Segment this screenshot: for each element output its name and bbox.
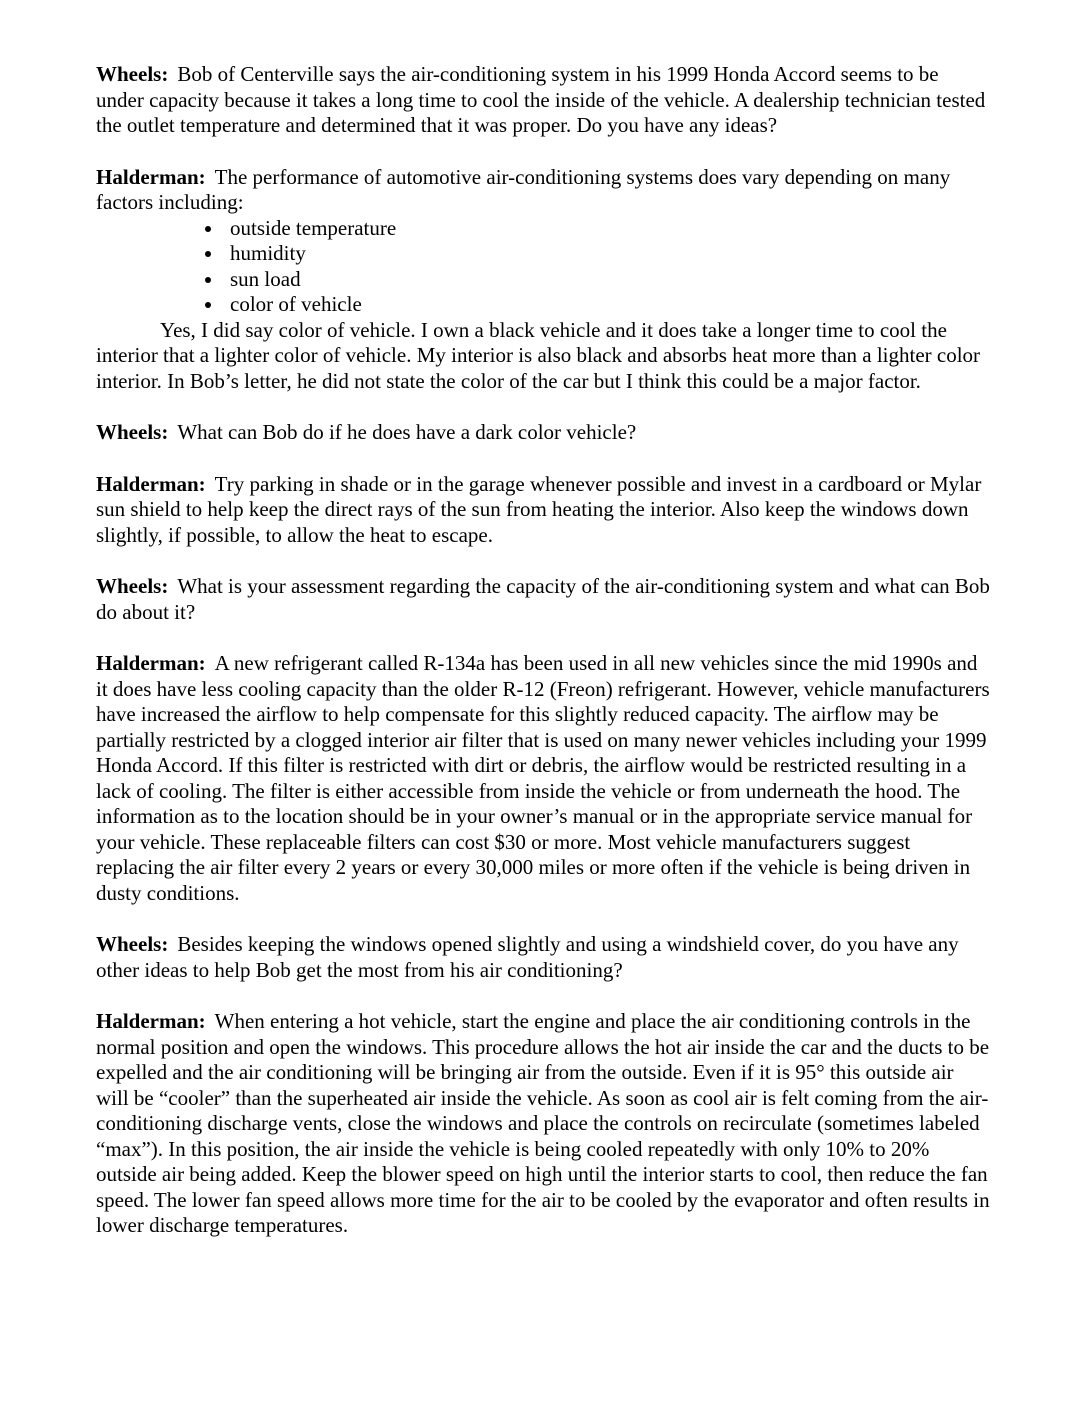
paragraph (96, 165, 991, 216)
paragraph (96, 1009, 991, 1239)
paragraph-text: What can Bob do if he does have a dark color vehicle? (177, 420, 637, 444)
speaker-label: Wheels: (96, 932, 169, 956)
speaker-label: Wheels: (96, 62, 169, 86)
paragraph-text: Try parking in shade or in the garage whenever possible and invest in a cardboard or Mylar sun shield to help keep the direct rays of the sun from heating the interior. Also keep the windows down slightly, if possible, to allow the heat to escape. (96, 471, 982, 547)
paragraph-text: Bob of Centerville says the air-conditioning system in his 1999 Honda Accord seems to be under capacity because it takes a long time to cool the inside of the vehicle. A dealership technician tested the outlet temperature and determined that it was proper. Do you have any ideas? (96, 62, 986, 137)
continuation-paragraph: Yes, I did say color of vehicle. I own a black vehicle and it does take a longer time to cool the interior that a lighter color of vehicle. My interior is also black and absorbs heat more than a lighter color interior. In Bob’s letter, he did not state the color of the car but I think this could be a major factor. (96, 317, 981, 393)
paragraph (96, 420, 991, 446)
speaker-label: Halderman: (96, 1009, 206, 1033)
paragraph-text: When entering a hot vehicle, start the engine and place the air conditioning controls in the normal position and open the windows. This procedure allows the hot air inside the car and the ducts to be expelled and the air conditioning will be bringing air from the outside. Even if it is 95° this outside air will be “cooler” than the superheated air inside the vehicle. As soon as cool air is felt coming from the air-conditioning discharge vents, close the windows and place the controls on recirculate (sometimes labeled “max”). In this position, the air inside the vehicle is being cooled repeatedly with only 10% to 20% outside air being added. Keep the blower speed on high until the interior starts to cool, then reduce the fan speed. The lower fan speed allows more time for the air to be cooled by the evaporator and often results in lower discharge temperatures. (96, 1009, 990, 1237)
bullet-item: • humidity (224, 241, 991, 267)
paragraph (96, 472, 991, 549)
paragraph-text: A new refrigerant called R-134a has been used in all new vehicles since the mid 1990s and it does have less cooling capacity than the older R-12 (Freon) refrigerant. However, vehicle manufacturers have increased the airflow to help compensate for this slightly reduced capacity. The airflow may be partially restricted by a clogged interior air filter that is used on many newer vehicles including your 1999 Honda Accord. If this filter is restricted with dirt or debris, the airflow would be restricted resulting in a lack of cooling. The filter is either accessible from inside the vehicle or from underneath the hood. The information as to the location should be in your owner’s manual or in the appropriate service manual for your vehicle. These replaceable filters can cost $30 or more. Most vehicle manufacturers suggest replacing the air filter every 2 years or every 30,000 miles or more often if the vehicle is being driven in dusty conditions. (96, 651, 990, 905)
paragraph (96, 651, 991, 906)
speaker-label: Halderman: (96, 471, 206, 496)
speaker-label: Halderman: (96, 651, 206, 675)
speaker-label: Halderman: (96, 164, 206, 189)
bullet-list (96, 216, 991, 318)
bullet-item: • outside temperature (224, 216, 991, 242)
paragraph-text: What is your assessment regarding the capacity of the air-conditioning system and what can Bob do about it? (96, 574, 990, 624)
bullet-item: • sun load (224, 267, 991, 293)
bullet-item: • color of vehicle (224, 292, 991, 318)
speaker-label: Wheels: (96, 574, 169, 598)
paragraph-text: Besides keeping the windows opened slightly and using a windshield cover, do you have any other ideas to help Bob get the most from his air conditioning? (96, 932, 959, 982)
paragraph (96, 574, 991, 625)
paragraph-text: The performance of automotive air-conditioning systems does vary depending on many factors including: (96, 164, 951, 214)
paragraph (96, 932, 991, 983)
speaker-label: Wheels: (96, 420, 169, 444)
paragraph (96, 62, 991, 139)
